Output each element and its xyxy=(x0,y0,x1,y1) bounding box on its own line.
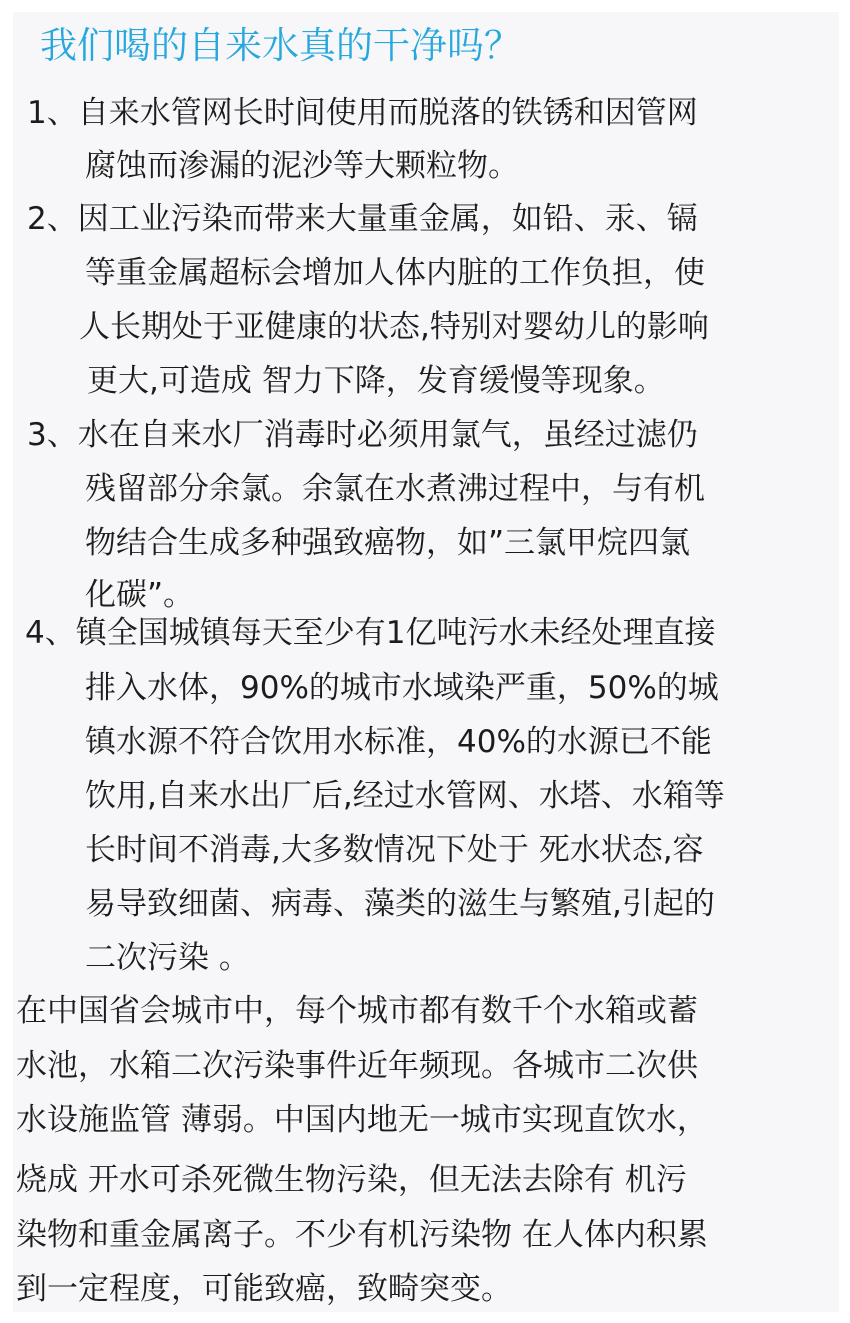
item-2-line-4: 更大,可造成 智力下降，发育缓慢等现象。 xyxy=(87,363,665,399)
item-2-line-1: 2、因工业污染而带来大量重金属，如铅、汞、镉 xyxy=(27,201,698,237)
item-4-line-5: 长时间不消毒,大多数情况下处于 死水状态,容 xyxy=(85,832,704,868)
item-2-line-2: 等重金属超标会增加人体内脏的工作负担，使 xyxy=(85,255,705,291)
item-3-line-4: 化碳”。 xyxy=(85,577,195,613)
item-4-line-3: 镇水源不符合饮用水标准，40%的水源已不能 xyxy=(85,724,712,760)
item-3-line-1: 3、水在自来水厂消毒时必须用氯气，虽经过滤仍 xyxy=(27,417,698,453)
item-4-line-2: 排入水体，90%的城市水域染严重，50%的城 xyxy=(85,670,719,706)
item-4-line-4: 饮用,自来水出厂后,经过水管网、水塔、水箱等 xyxy=(85,778,725,814)
item-3-line-2: 残留部分余氯。余氯在水煮沸过程中，与有机 xyxy=(85,471,705,507)
item-4-line-7: 二次污染 。 xyxy=(85,940,250,976)
summary-line-3: 水设施监管 薄弱。中国内地无一城市实现直饮水， xyxy=(16,1102,708,1138)
item-1-line-1: 1、自来水管网长时间使用而脱落的铁锈和因管网 xyxy=(27,95,698,131)
item-3-line-3: 物结合生成多种强致癌物，如”三氯甲烷四氯 xyxy=(85,525,691,561)
summary-line-6: 到一定程度，可能致癌，致畸突变。 xyxy=(16,1271,512,1307)
item-2-line-3: 人长期处于亚健康的状态,特别对婴幼儿的影响 xyxy=(79,309,709,345)
item-4-line-1: 4、镇全国城镇每天至少有1亿吨污水未经处理直接 xyxy=(25,615,716,651)
page-title: 我们喝的自来水真的干净吗？ xyxy=(40,24,521,67)
summary-line-2: 水池，水箱二次污染事件近年频现。各城市二次供 xyxy=(16,1048,698,1084)
summary-line-4: 烧成 开水可杀死微生物污染，但无法去除有 机污 xyxy=(16,1162,687,1198)
summary-line-5: 染物和重金属离子。不少有机污染物 在人体内积累 xyxy=(16,1217,708,1253)
item-4-line-6: 易导致细菌、病毒、藻类的滋生与繁殖,引起的 xyxy=(85,886,715,922)
summary-line-1: 在中国省会城市中，每个城市都有数千个水箱或蓄 xyxy=(16,993,698,1029)
item-1-line-2: 腐蚀而渗漏的泥沙等大颗粒物。 xyxy=(85,148,519,184)
article-card xyxy=(13,12,839,1312)
